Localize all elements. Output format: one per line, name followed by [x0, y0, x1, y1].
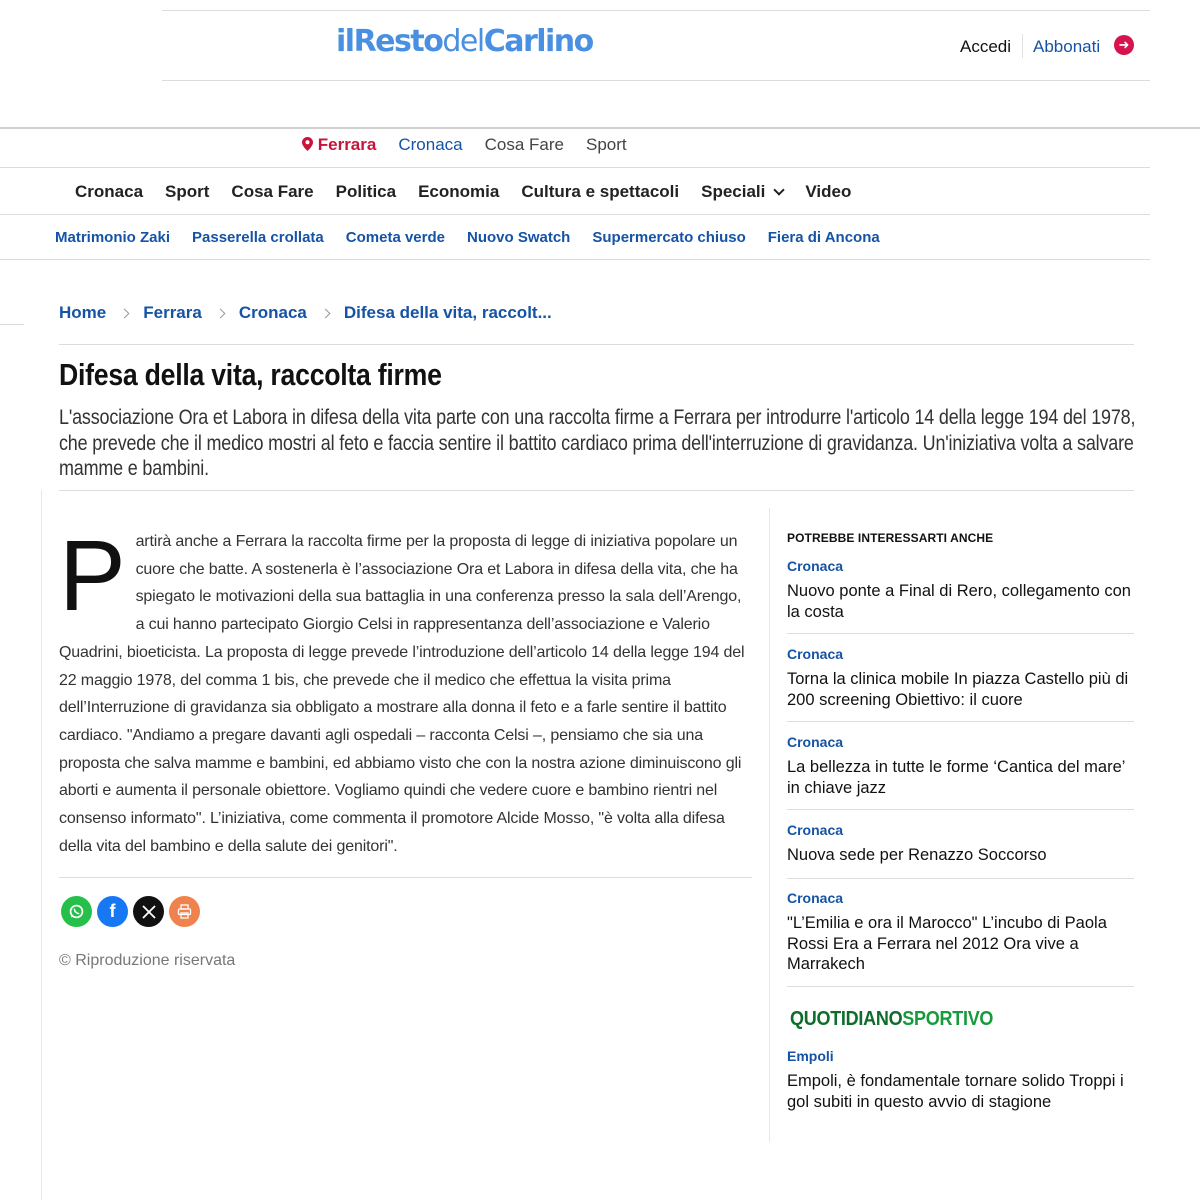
sidebar-heading: POTREBBE INTERESSARTI ANCHE — [787, 531, 994, 545]
chevron-right-icon — [120, 308, 130, 318]
breadcrumb-cronaca[interactable]: Cronaca — [238, 303, 307, 322]
main-nav-item-cronaca[interactable]: Cronaca — [75, 182, 144, 201]
sidebar-divider — [787, 721, 1134, 722]
summary-bottom-border — [59, 490, 1134, 491]
facebook-icon[interactable]: f — [97, 896, 128, 927]
local-nav-item-sport[interactable]: Sport — [585, 135, 627, 154]
main-nav — [75, 182, 851, 202]
trending-link[interactable]: Matrimonio Zaki — [55, 229, 171, 246]
speciali-label: Speciali — [701, 182, 766, 201]
local-nav-item-cosa-fare[interactable]: Cosa Fare — [484, 135, 564, 154]
trending-bottom-border — [0, 259, 1150, 260]
site-logo[interactable] — [336, 24, 593, 59]
main-nav-item-sport[interactable]: Sport — [165, 182, 210, 201]
local-nav-top-border — [0, 127, 1200, 129]
partner-logo[interactable] — [790, 1008, 993, 1031]
partner-logo-part1: QUOTIDIANO — [790, 1008, 903, 1030]
city-label: Ferrara — [317, 135, 377, 154]
partner-logo-part2: SPORTIVO — [902, 1008, 994, 1030]
logo-del: del — [442, 24, 484, 59]
article-summary: L'associazione Ora et Labora in difesa della vita parte con una raccolta firme a Ferrara per introdurre l'articolo 14 della legge 194 del 1978, che prevede che il medico mostri al feto e faccia sentire il battito cardiaco prima dell'interruzione di gravidanza. Un'iniziativa volta a salvare mamme e bambini. — [59, 406, 1136, 480]
trending-link[interactable]: Supermercato chiuso — [592, 229, 746, 246]
breadcrumb-ferrara[interactable]: Ferrara — [143, 303, 202, 322]
sidebar-article-category[interactable]: Cronaca — [787, 646, 844, 662]
sidebar-article-category[interactable]: Cronaca — [787, 734, 844, 750]
sidebar-article-category[interactable]: Cronaca — [787, 558, 844, 574]
logo-il: il — [336, 24, 354, 59]
header-separator — [1022, 34, 1023, 58]
sidebar-border — [769, 508, 770, 1142]
trending-topics — [55, 229, 880, 246]
main-nav-item-video[interactable]: Video — [805, 182, 852, 201]
local-nav — [302, 135, 627, 155]
main-nav-item-economia[interactable]: Economia — [418, 182, 500, 201]
main-nav-item-cultura[interactable]: Cultura e spettacoli — [521, 182, 680, 201]
trending-link[interactable]: Fiera di Ancona — [767, 229, 880, 246]
left-column-border — [41, 490, 42, 1200]
chevron-right-icon — [215, 308, 225, 318]
sidebar-article-title[interactable]: "L’Emilia e ora il Marocco" L’incubo di Paola Rossi Era a Ferrara nel 2012 Ora vive a Marrakech — [787, 914, 1107, 973]
article-title: Difesa della vita, raccolta firme — [59, 357, 442, 392]
whatsapp-icon[interactable] — [61, 896, 92, 927]
drop-cap: P — [59, 520, 126, 632]
breadcrumb-home[interactable]: Home — [59, 303, 107, 322]
sidebar-article-category[interactable]: Cronaca — [787, 890, 844, 906]
sidebar-article[interactable] — [787, 734, 1134, 798]
sidebar-article-title[interactable]: Nuovo ponte a Final di Rero, collegamento con la costa — [787, 582, 1131, 621]
article-bottom-border — [59, 877, 752, 878]
logo-carlino: Carlino — [483, 24, 593, 59]
partner-article[interactable] — [787, 1048, 1134, 1112]
sidebar-divider — [787, 809, 1134, 810]
sidebar-divider — [787, 633, 1134, 634]
sidebar-article[interactable] — [787, 890, 1134, 975]
article-text: artirà anche a Ferrara la raccolta firme per la proposta di legge di iniziativa popolare un cuore che batte. A sostenerla è l’associazione Ora et Labora in difesa della vita, che ha spiegato le motivazioni della sua battaglia in una conferenza presso la sala dell’Arengo, a cui hanno partecipato Giorgio Celsi in rappresentanza dell’associazione e Valerio Quadrini, bioeticista. La proposta di legge prevede l’introduzione dell’articolo 14 della legge 194 del 22 maggio 1978, del comma 1 bis, che prevede che il medico che effettua la visita prima dell’Interruzione di gravidanza sia obbligato a mostrare alla donna il feto e a farle sentire il battito cardiaco. "Andiamo a pregare davanti agli ospedali – racconta Celsi –, pensiamo che sia una proposta che salva mamme e bambini, ed abbiamo visto che con la nostra azione diminuiscono gli aborti e aumenta il personale obiettore. Vogliamo quindi che vedere cuore e bambino rientri nel consenso informato". L’iniziativa, come commenta il promotore Alcide Mosso, "è volta alla difesa della vita del bambino e della salute dei genitori". — [59, 533, 745, 855]
map-pin-icon — [302, 137, 313, 151]
breadcrumb-bottom-border — [59, 344, 1134, 345]
header-top-border — [162, 10, 1150, 11]
article-body — [59, 520, 752, 860]
main-nav-item-speciali[interactable] — [701, 182, 783, 202]
local-nav-item-cronaca[interactable]: Cronaca — [398, 135, 463, 154]
subscribe-link[interactable]: Abbonati — [1033, 37, 1101, 56]
sidebar-divider — [787, 878, 1134, 879]
breadcrumb — [59, 303, 552, 323]
local-nav-bottom-border — [0, 167, 1150, 168]
arrow-right-icon[interactable]: ➜ — [1114, 35, 1134, 55]
login-link[interactable]: Accedi — [960, 37, 1012, 56]
sidebar-divider — [787, 986, 1134, 987]
trending-link[interactable]: Cometa verde — [345, 229, 445, 246]
header-bottom-border — [162, 80, 1150, 81]
print-icon[interactable] — [169, 896, 200, 927]
left-stub-border — [0, 324, 24, 325]
sidebar-article[interactable] — [787, 646, 1134, 710]
sidebar-article-title[interactable]: Nuova sede per Renazzo Soccorso — [787, 846, 1047, 864]
trending-link[interactable]: Nuovo Swatch — [467, 229, 571, 246]
x-icon[interactable] — [133, 896, 164, 927]
breadcrumb-current[interactable]: Difesa della vita, raccolt... — [343, 303, 552, 322]
local-nav-city[interactable] — [302, 135, 376, 155]
copyright-notice: © Riproduzione riservata — [59, 952, 236, 969]
sidebar-article-category[interactable]: Cronaca — [787, 822, 844, 838]
chevron-down-icon — [774, 184, 785, 195]
main-nav-bottom-border — [0, 214, 1150, 215]
sidebar-article-title[interactable]: La bellezza in tutte le forme ‘Cantica del mare’ in chiave jazz — [787, 758, 1125, 797]
share-bar — [61, 896, 200, 927]
partner-article-title[interactable]: Empoli, è fondamentale tornare solido Troppi i gol subiti in questo avvio di stagione — [787, 1072, 1124, 1111]
sidebar-article[interactable] — [787, 822, 1134, 866]
logo-resto: Resto — [353, 24, 443, 59]
sidebar-article-title[interactable]: Torna la clinica mobile In piazza Castello più di 200 screening Obiettivo: il cuore — [787, 670, 1129, 709]
sidebar-article[interactable] — [787, 558, 1134, 622]
main-nav-item-cosa-fare[interactable]: Cosa Fare — [231, 182, 314, 201]
trending-link[interactable]: Passerella crollata — [192, 229, 324, 246]
partner-article-category[interactable]: Empoli — [787, 1048, 834, 1064]
main-nav-item-politica[interactable]: Politica — [335, 182, 397, 201]
chevron-right-icon — [320, 308, 330, 318]
